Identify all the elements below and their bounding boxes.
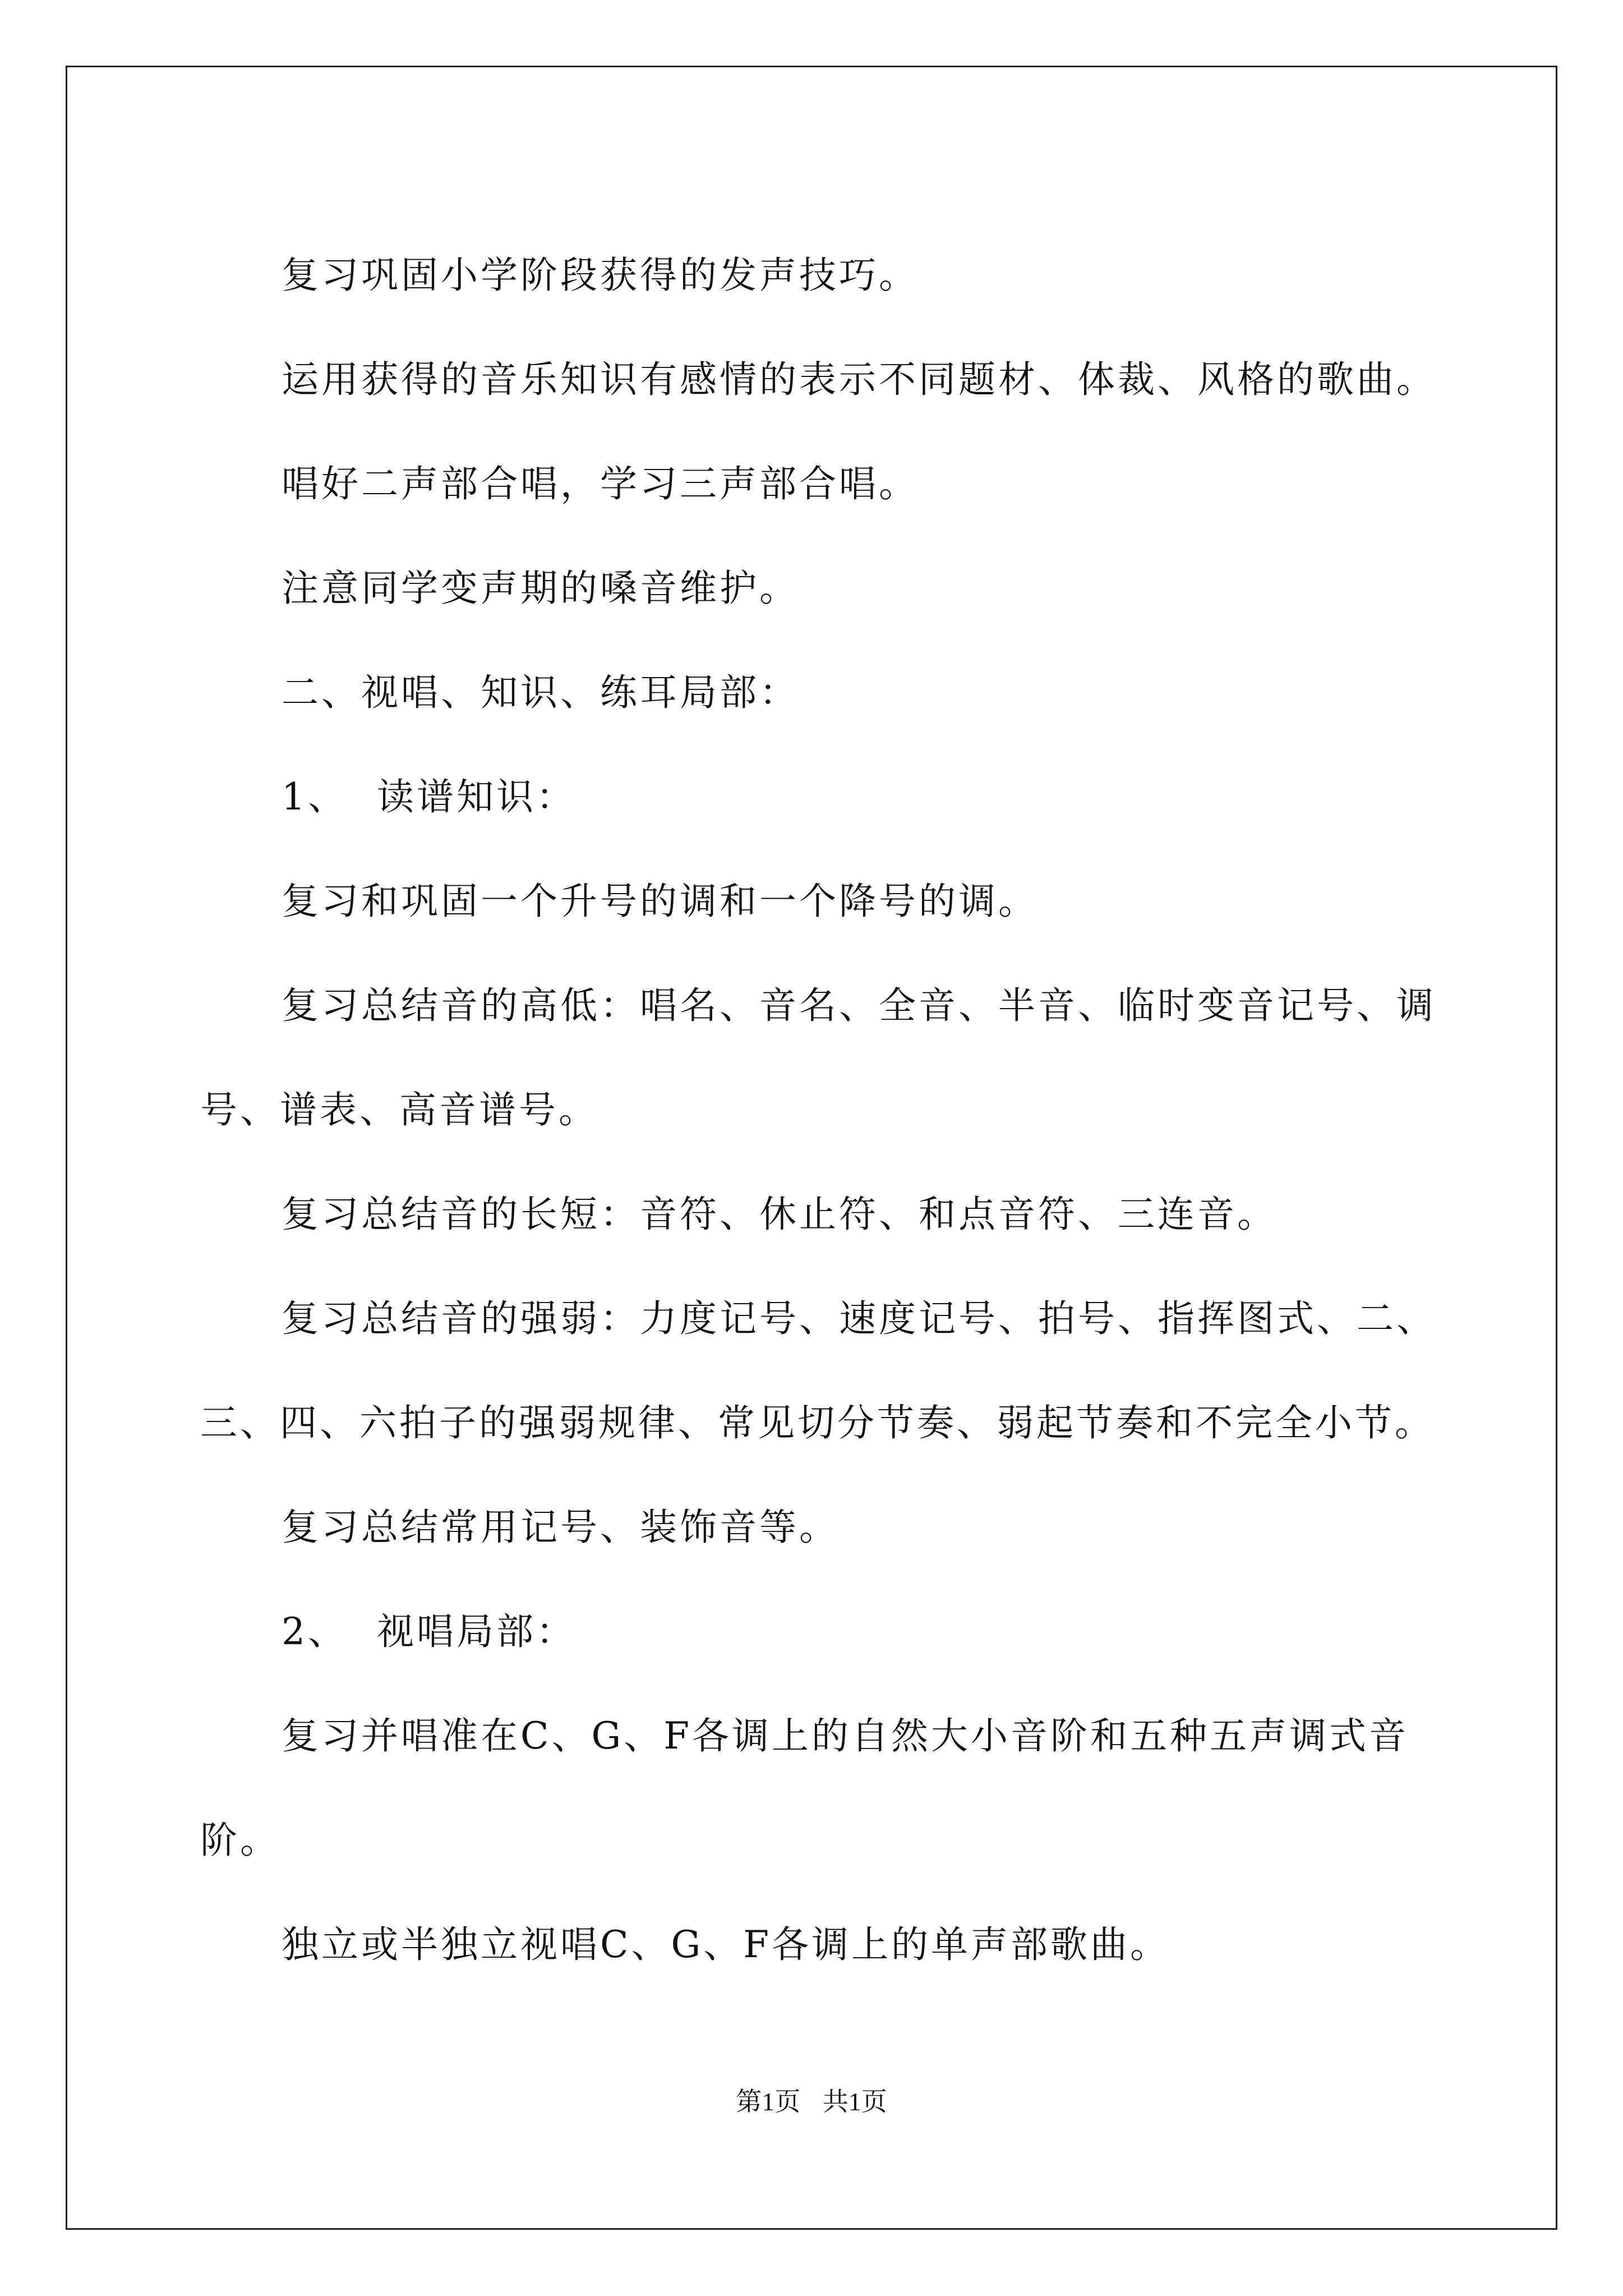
paragraph: 复习总结常用记号、装饰音等。 <box>282 1506 839 1549</box>
paragraph: 复习和巩固一个升号的调和一个降号的调。 <box>282 880 1038 923</box>
paragraph: 复习总结音的强弱：力度记号、速度记号、拍号、指挥图式、二、三、四、六拍子的强弱规律、常见切分节奏、弱起节奏和不完全小节。 <box>200 1297 1436 1444</box>
page-number: 第1页 <box>736 2087 801 2116</box>
paragraph: 复习并唱准在C、G、F各调上的自然大小音阶和五种五声调式音阶。 <box>200 1714 1409 1862</box>
page-footer <box>0 2081 1623 2118</box>
section-heading: 二、视唱、知识、练耳局部： <box>282 671 799 714</box>
document-body <box>200 223 1445 1997</box>
paragraph: 注意同学变声期的嗓音维护。 <box>282 567 799 610</box>
paragraph: 复习巩固小学阶段获得的发声技巧。 <box>282 254 919 297</box>
paragraph: 运用获得的音乐知识有感情的表示不同题材、体裁、风格的歌曲。 <box>282 358 1436 401</box>
subsection-heading: 2、 视唱局部： <box>282 1610 576 1653</box>
paragraph: 独立或半独立视唱C、G、F各调上的单声部歌曲。 <box>282 1923 1170 1966</box>
subsection-heading: 1、 读谱知识： <box>282 775 576 818</box>
paragraph: 复习总结音的高低：唱名、音名、全音、半音、临时变音记号、调号、谱表、高音谱号。 <box>200 984 1436 1131</box>
paragraph: 唱好二声部合唱，学习三声部合唱。 <box>282 462 919 505</box>
paragraph: 复习总结音的长短：音符、休止符、和点音符、三连音。 <box>282 1193 1277 1236</box>
page-total: 共1页 <box>822 2087 887 2116</box>
